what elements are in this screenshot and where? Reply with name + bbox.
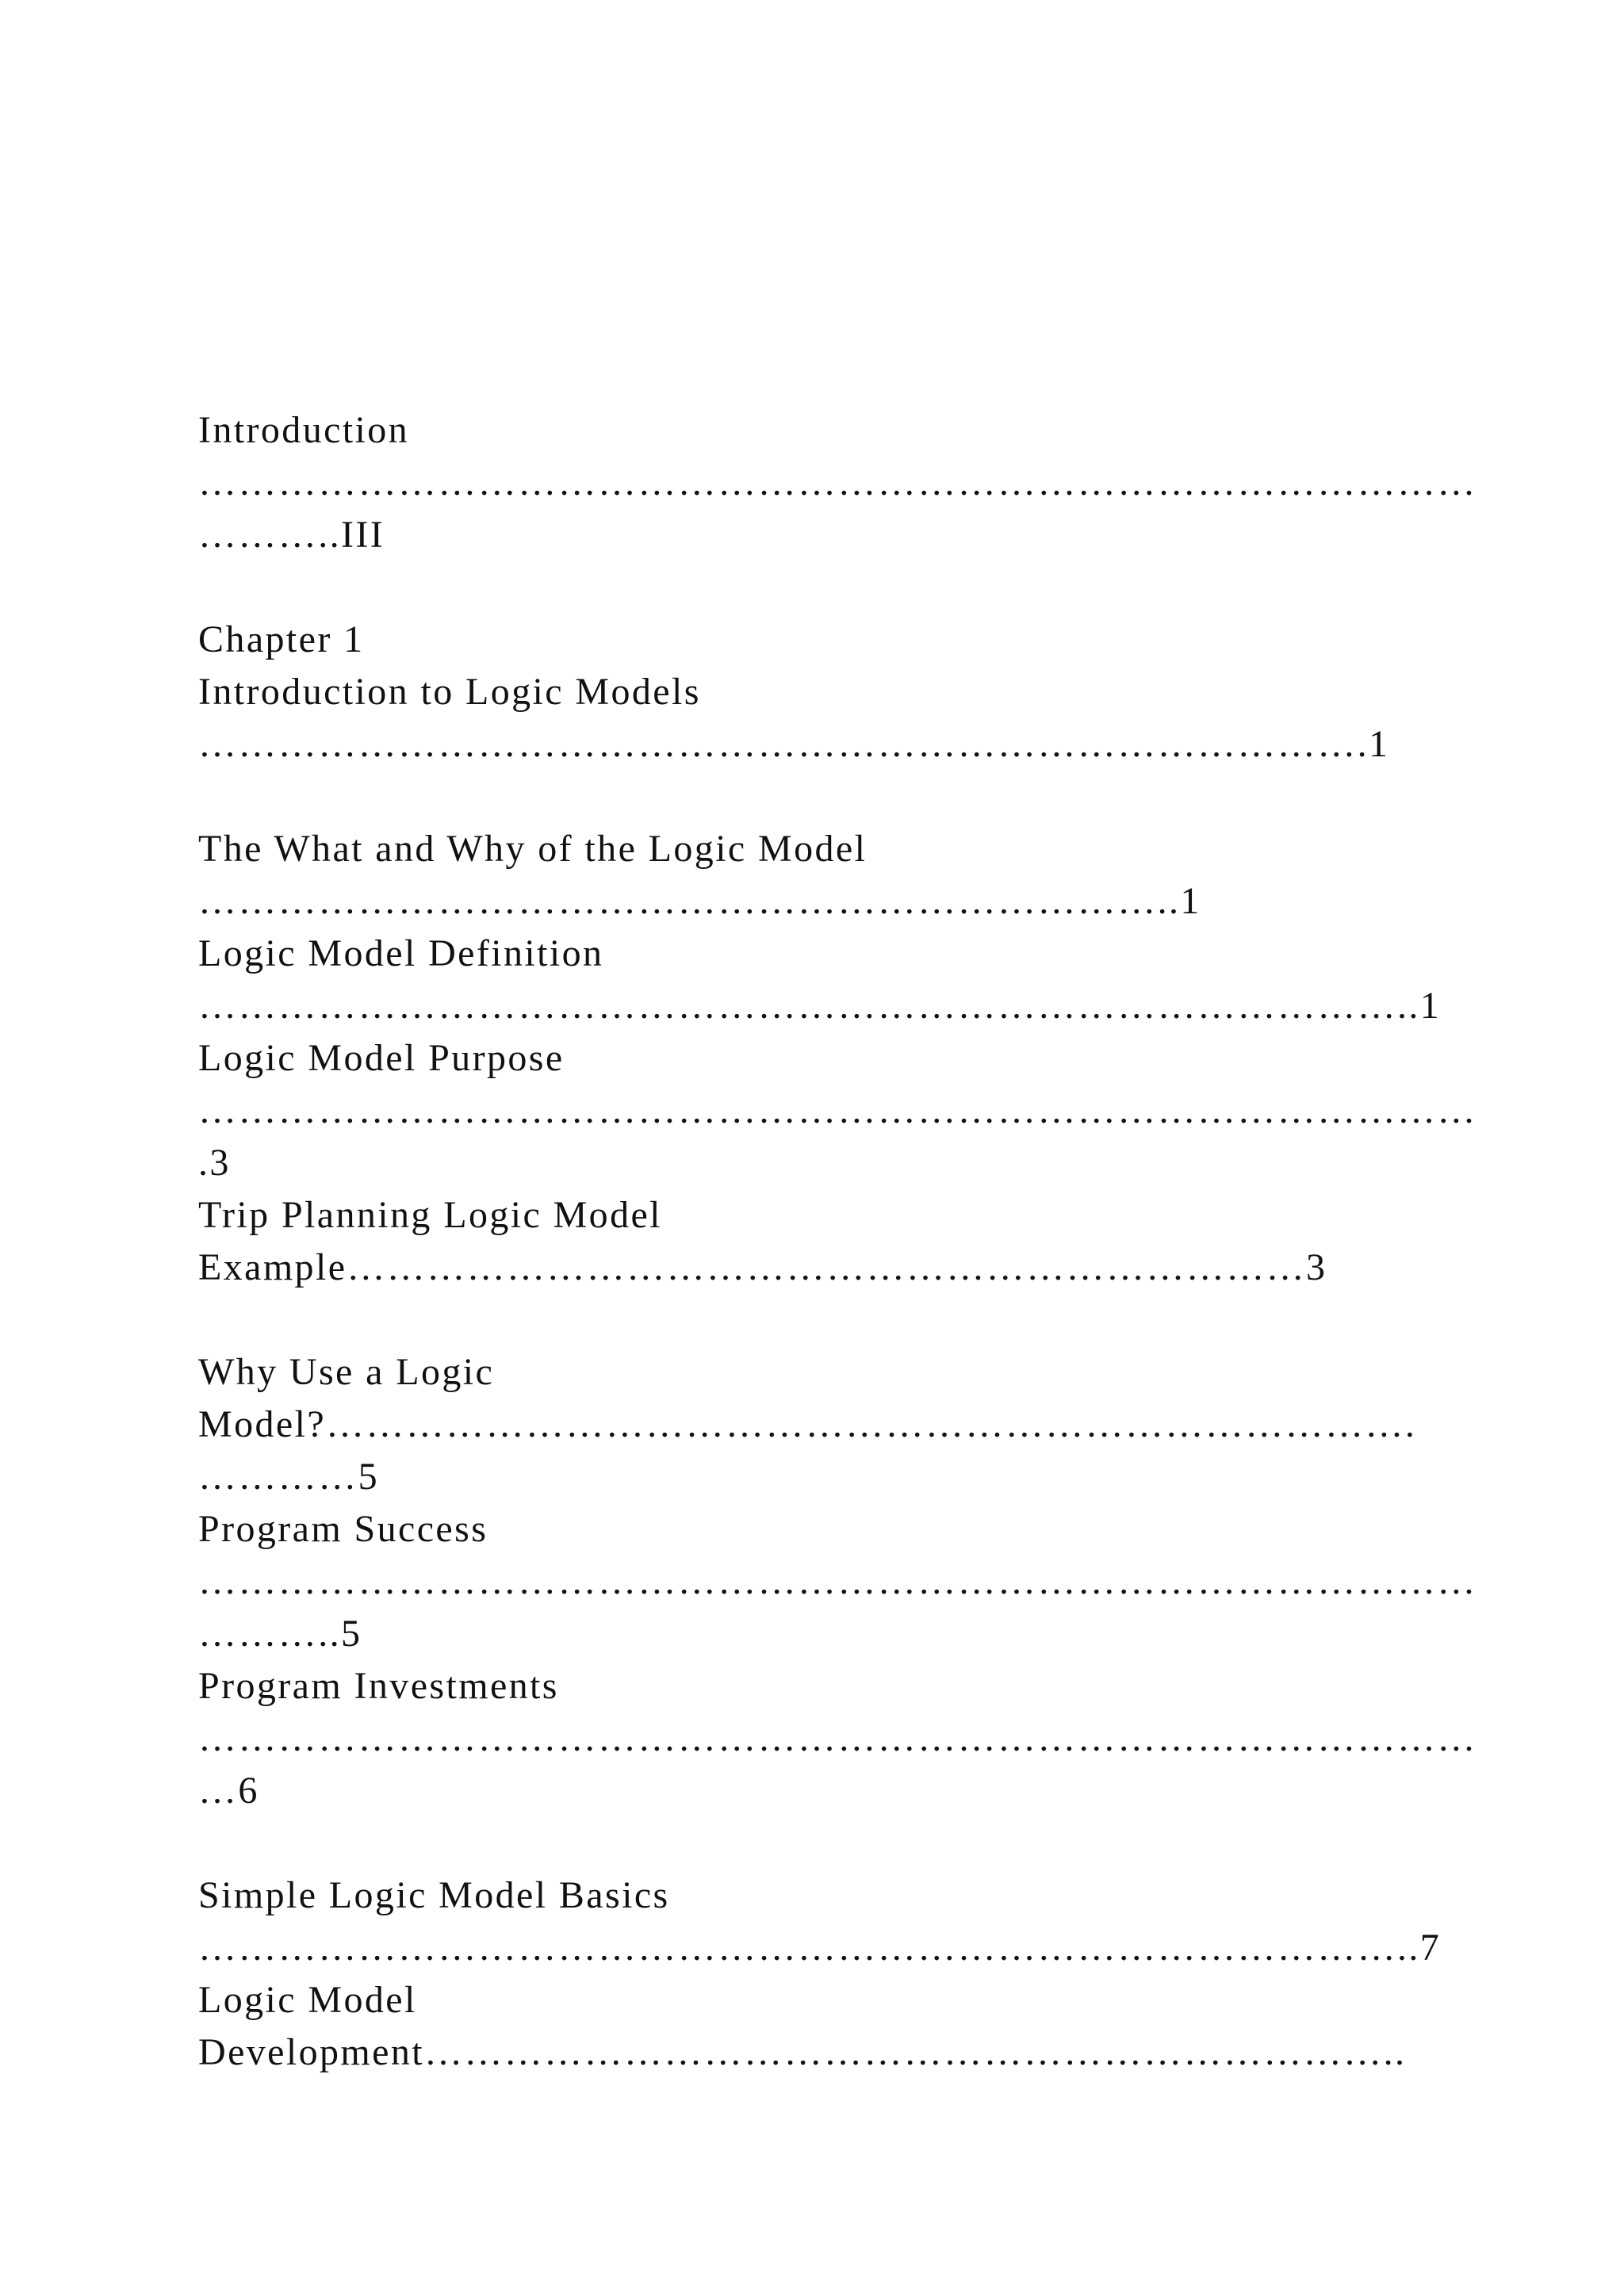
- toc-line: Introduction: [198, 409, 410, 451]
- toc-line: Example………………………………………………………………3: [198, 1246, 1327, 1288]
- toc-line: Logic Model Purpose: [198, 1037, 565, 1079]
- toc-line: ……………………………………………………………………………………: [198, 461, 1477, 503]
- toc-line: Program Success: [198, 1508, 488, 1550]
- toc-line: …………5: [198, 1456, 379, 1498]
- toc-line: ………………………………………………………………..1: [198, 880, 1201, 922]
- toc-spacer: [198, 1294, 1483, 1346]
- toc-line: ……………………………………………………………………………………: [198, 1560, 1477, 1602]
- toc-line: ………………………………………………………………………………..1: [198, 985, 1442, 1027]
- toc-line: ………………………………………………………………………………..7: [198, 1927, 1442, 1969]
- toc-line: Trip Planning Logic Model: [198, 1194, 662, 1236]
- toc-line: Model?……………………………………………………………………….: [198, 1403, 1417, 1445]
- toc-line: Chapter 1: [198, 618, 365, 660]
- table-of-contents: [198, 404, 1483, 2079]
- toc-line: Logic Model: [198, 1979, 417, 2021]
- toc-line: Simple Logic Model Basics: [198, 1874, 670, 1916]
- toc-line: ………..5: [198, 1613, 362, 1655]
- toc-line: Development………………………………………………………………..: [198, 2031, 1407, 2073]
- toc-spacer: [198, 771, 1483, 823]
- toc-line: Logic Model Definition: [198, 932, 604, 974]
- toc-line: ……………………………………………………………………………………: [198, 1089, 1477, 1131]
- toc-line: ……………………………………………………………………………………: [198, 1717, 1477, 1759]
- toc-line: ………..III: [198, 514, 385, 556]
- toc-line: Why Use a Logic: [198, 1351, 495, 1393]
- toc-line: Program Investments: [198, 1665, 559, 1707]
- toc-spacer: [198, 1817, 1483, 1869]
- toc-line: Introduction to Logic Models: [198, 671, 701, 713]
- toc-line: …………………………………………………………………………….1: [198, 723, 1390, 765]
- toc-line: .3: [198, 1142, 231, 1184]
- toc-line: The What and Why of the Logic Model: [198, 828, 868, 870]
- toc-line: …6: [198, 1770, 259, 1812]
- toc-spacer: [198, 561, 1483, 614]
